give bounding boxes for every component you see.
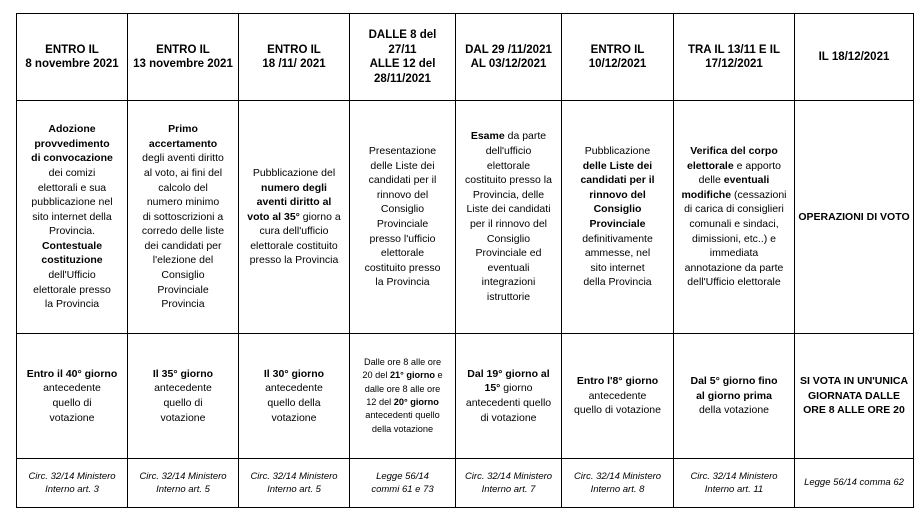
header-cell-1: ENTRO IL 8 novembre 2021 bbox=[17, 14, 128, 101]
reference-cell-6: Circ. 32/14 Ministero Interno art. 8 bbox=[562, 459, 674, 508]
header-cell-5: DAL 29 /11/2021 AL 03/12/2021 bbox=[456, 14, 562, 101]
header-row bbox=[17, 14, 914, 101]
description-cell-8: OPERAZIONI DI VOTO bbox=[795, 101, 914, 334]
timing-row bbox=[17, 334, 914, 459]
reference-row bbox=[17, 459, 914, 508]
description-cell-5: Esame da parte dell'ufficio elettorale costituito presso la Provincia, delle Liste dei candidati per il rinnovo del Consiglio Provinciale ed eventuali integrazioni istruttorie bbox=[456, 101, 562, 334]
timing-cell-6: Entro l'8° giorno antecedente quello di votazione bbox=[562, 334, 674, 459]
reference-cell-8: Legge 56/14 comma 62 bbox=[795, 459, 914, 508]
header-cell-6: ENTRO IL 10/12/2021 bbox=[562, 14, 674, 101]
timing-cell-3: Il 30° giorno antecedente quello della votazione bbox=[239, 334, 350, 459]
description-cell-4: Presentazione delle Liste dei candidati per il rinnovo del Consiglio Provinciale presso l'ufficio elettorale costituito presso la Provincia bbox=[350, 101, 456, 334]
description-cell-3: Pubblicazione del numero degli aventi diritto al voto al 35° giorno a cura dell'ufficio elettorale costituito presso la Provincia bbox=[239, 101, 350, 334]
header-cell-7: TRA IL 13/11 E IL 17/12/2021 bbox=[674, 14, 795, 101]
reference-cell-2: Circ. 32/14 Ministero Interno art. 5 bbox=[128, 459, 239, 508]
reference-cell-7: Circ. 32/14 Ministero Interno art. 11 bbox=[674, 459, 795, 508]
description-cell-7: Verifica del corpo elettorale e apporto delle eventuali modifiche (cessazioni di carica di consiglieri comunali e sindaci, dimissioni, etc..) e immediata annotazione da parte dell'Ufficio elettorale bbox=[674, 101, 795, 334]
header-cell-4: DALLE 8 del 27/11 ALLE 12 del 28/11/2021 bbox=[350, 14, 456, 101]
reference-cell-5: Circ. 32/14 Ministero Interno art. 7 bbox=[456, 459, 562, 508]
electoral-schedule-table bbox=[16, 13, 914, 508]
reference-cell-4: Legge 56/14 commi 61 e 73 bbox=[350, 459, 456, 508]
description-cell-1: Adozione provvedimento di convocazione dei comizi elettorali e sua pubblicazione nel sito internet della Provincia. Contestuale costituzione dell'Ufficio elettorale presso la Provincia bbox=[17, 101, 128, 334]
header-cell-3: ENTRO IL 18 /11/ 2021 bbox=[239, 14, 350, 101]
timing-cell-4: Dalle ore 8 alle ore 20 del 21° giorno e dalle ore 8 alle ore 12 del 20° giorno antecedenti quello della votazione bbox=[350, 334, 456, 459]
timing-cell-7: Dal 5° giorno fino al giorno prima della votazione bbox=[674, 334, 795, 459]
reference-cell-1: Circ. 32/14 Ministero Interno art. 3 bbox=[17, 459, 128, 508]
timing-cell-8: SI VOTA IN UN'UNICA GIORNATA DALLE ORE 8 ALLE ORE 20 bbox=[795, 334, 914, 459]
header-cell-2: ENTRO IL 13 novembre 2021 bbox=[128, 14, 239, 101]
description-row bbox=[17, 101, 914, 334]
reference-cell-3: Circ. 32/14 Ministero Interno art. 5 bbox=[239, 459, 350, 508]
header-cell-8: IL 18/12/2021 bbox=[795, 14, 914, 101]
timing-cell-5: Dal 19° giorno al 15° giorno antecedenti quello di votazione bbox=[456, 334, 562, 459]
timing-cell-2: Il 35° giorno antecedente quello di votazione bbox=[128, 334, 239, 459]
timing-cell-1: Entro il 40° giorno antecedente quello di votazione bbox=[17, 334, 128, 459]
description-cell-2: Primo accertamento degli aventi diritto al voto, ai fini del calcolo del numero minimo di sottoscrizioni a corredo delle liste dei candidati per l'elezione del Consiglio Provinciale Provincia bbox=[128, 101, 239, 334]
description-cell-6: Pubblicazione delle Liste dei candidati per il rinnovo del Consiglio Provinciale definitivamente ammesse, nel sito internet della Provincia bbox=[562, 101, 674, 334]
